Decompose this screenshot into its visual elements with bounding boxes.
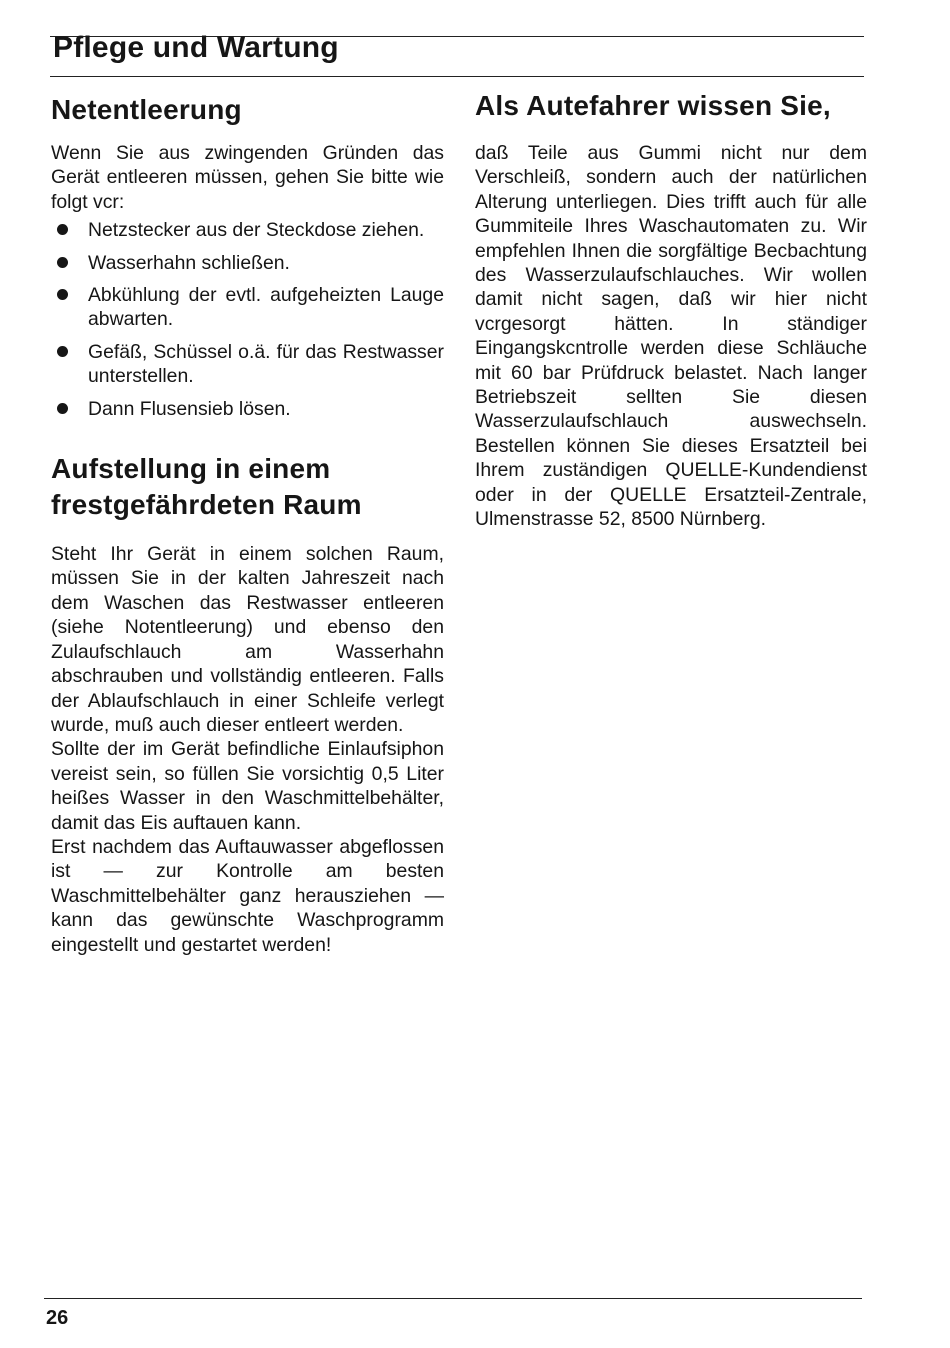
aufstellung-body [51,542,444,957]
list-item [51,251,444,275]
aufstellung-paragraph: Erst nachdem das Auftauwasser abgeflossen ist — zur Kontrolle am besten Waschmittelbehälter ganz herausziehen — kann das gewünschte Waschprogramm eingestellt und gestartet werden! [51,835,444,956]
list-item [51,283,444,332]
bullet-icon [57,289,68,300]
netentleerung-heading: Netentleerung [51,94,242,125]
step-text: Dann Flusensieb lösen. [88,397,291,420]
page-header-title: Pflege und Wartung [53,31,339,64]
list-item [51,397,444,421]
netentleerung-intro: Wenn Sie aus zwingenden Gründen das Gerät entleeren müssen, gehen Sie bitte wie folgt vcr: [51,142,444,213]
bullet-icon [57,403,68,414]
bullet-icon [57,346,68,357]
right-column [475,88,867,532]
netentleerung-steps-list [51,218,444,421]
step-text: Gefäß, Schüssel o.ä. für das Restwasser unterstellen. [88,340,444,388]
step-text: Netzstecker aus der Steckdose ziehen. [88,219,425,242]
aufstellung-heading: Aufstellung in einem frestgefährdeten Raum [51,453,362,521]
bullet-icon [57,224,68,235]
list-item [51,340,444,389]
bullet-icon [57,257,68,268]
list-item [51,218,444,242]
step-text: Abkühlung der evtl. aufgeheizten Lauge abwarten. [88,284,444,331]
left-column [51,92,444,957]
autofahrer-heading: Als Autefahrer wissen Sie, [475,90,831,121]
page-number: 26 [46,1307,69,1329]
autofahrer-body: daß Teile aus Gummi nicht nur dem Verschleiß, sondern auch der natürlichen Alterung unterliegen. Dies trifft auch für alle Gummiteile Ihres Waschautomaten zu. Wir empfehlen Ihnen die sorgfältige Becbachtung des Wasserzulaufschlauches. Wir wollen damit nicht sagen, daß wir hier nicht vcrgesorgt hätten. In ständiger Eingangskcntrolle werden diese Schläuche mit 60 bar Prüfdruck belastet. Nach langer Betriebszeit sellten Sie diesen Wasserzulaufschlauch auswechseln. Bestellen können Sie dieses Ersatzteil bei Ihrem zuständigen QUELLE-Kundendienst oder in der QUELLE Ersatzteil-Zentrale, Ulmenstrasse 52, 8500 Nürnberg. [475,142,867,531]
footer-rule [44,1298,862,1299]
aufstellung-paragraph: Sollte der im Gerät befindliche Einlaufsiphon vereist sein, so füllen Sie vorsichtig 0,5 Liter heißes Wasser in den Waschmittelbehälter, damit das Eis auftauen kann. [51,738,444,834]
aufstellung-paragraph: Steht Ihr Gerät in einem solchen Raum, müssen Sie in der kalten Jahreszeit nach dem Waschen das Restwasser entleeren (siehe Notentleerung) und ebenso den Zulaufschlauch am Wasserhahn abschrauben und vollständig entleeren. Falls der Ablaufschlauch in einer Schleife verlegt wurde, muß auch dieser entleert werden. [51,543,444,736]
header-rule [50,76,864,77]
step-text: Wasserhahn schließen. [88,251,290,274]
